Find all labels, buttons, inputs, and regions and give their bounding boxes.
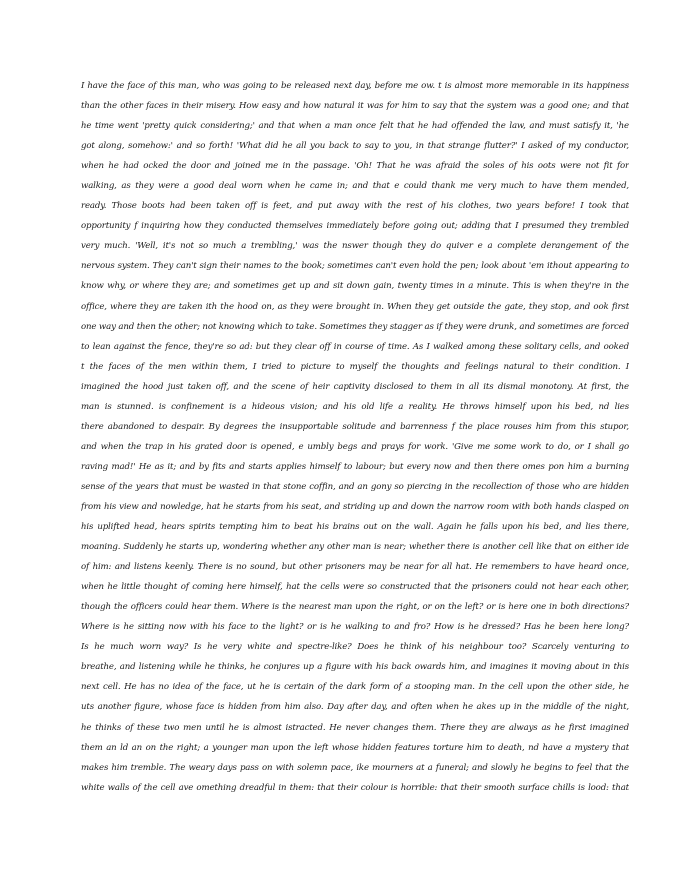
text-line: know why, or where they are; and sometimes get up and sit down gain, twenty times in a minute. This is when they're in the <box>81 281 629 292</box>
text-line: office, where they are taken ith the hood on, as they were brought in. When they get outside the gate, they stop, and ook first <box>81 301 629 312</box>
text-line: white walls of the cell ave omething dreadful in them: that their colour is horrible: that their smooth surface chills is lood: that <box>81 782 629 793</box>
text-line: he time went 'pretty quick considering;' and that when a man once felt that he had offended the law, and must satisfy it, 'he <box>81 121 629 132</box>
text-line: than the other faces in their misery. How easy and how natural it was for him to say that the system was a good one; and that <box>81 101 629 112</box>
text-line: Where is he sitting now with his face to the light? or is he walking to and fro? How is he dressed? Has he been here long? <box>81 622 629 633</box>
text-line: and when the trap in his grated door is opened, e umbly begs and prays for work. 'Give me some work to do, or I shall go <box>81 441 629 452</box>
text-line: sense of the years that must be wasted in that stone coffin, and an gony so piercing in the recollection of those who are hidden <box>81 481 629 492</box>
text-line: Is he much worn way? Is he very white and spectre-like? Does he think of his neighbour too? Scarcely venturing to <box>81 642 629 653</box>
text-line: nervous system. They can't sign their names to the book; sometimes can't even hold the pen; look about 'em ithout appearing to <box>81 261 629 272</box>
text-line: moaning. Suddenly he starts up, wondering whether any other man is near; whether there is another cell like that on either ide <box>81 542 629 553</box>
text-line: I have the face of this man, who was going to be released next day, before me ow. t is almost more memorable in its happiness <box>81 81 629 91</box>
text-line: his uplifted head, hears spirits tempting him to beat his brains out on the wall. Again he falls upon his bed, and lies there, <box>81 522 629 533</box>
text-line: very much. 'Well, it's not so much a trembling,' was the nswer though they do quiver e a complete derangement of the <box>81 241 629 252</box>
text-line: man is stunned. is confinement is a hideous vision; and his old life a reality. He throws himself upon his bed, nd lies <box>81 401 629 412</box>
text-line: t the faces of the men within them, I tried to picture to myself the thoughts and feelings natural to their condition. I <box>81 361 629 372</box>
body-text <box>81 76 629 798</box>
text-line: from his view and nowledge, hat he starts from his seat, and striding up and down the narrow room with both hands clasped on <box>81 501 629 512</box>
text-line: there abandoned to despair. By degrees the insupportable solitude and barrenness f the place rouses him from this stupor, <box>81 421 629 432</box>
text-line: makes him tremble. The weary days pass on with solemn pace, ike mourners at a funeral; and slowly he begins to feel that the <box>81 762 629 773</box>
text-line: uts another figure, whose face is hidden from him also. Day after day, and often when he akes up in the middle of the night, <box>81 702 629 713</box>
text-line: them an ld an on the right; a younger man upon the left whose hidden features torture him to death, nd have a mystery that <box>81 742 629 753</box>
text-line: ready. Those boots had been taken off is feet, and put away with the rest of his clothes, two years before! I took that <box>81 201 629 212</box>
text-line: one way and then the other; not knowing which to take. Sometimes they stagger as if they were drunk, and sometimes are forced <box>81 321 629 332</box>
text-line: he thinks of these two men until he is almost istracted. He never changes them. There they are always as he first imagined <box>81 722 629 733</box>
text-line: walking, as they were a good deal worn when he came in; and that e could thank me very much to have them mended, <box>81 181 629 192</box>
text-line: raving mad!' He as it; and by fits and starts applies himself to labour; but every now and then there omes pon him a burning <box>81 461 629 472</box>
text-line: when he had ocked the door and joined me in the passage. 'Oh! That he was afraid the soles of his oots were not fit for <box>81 161 629 172</box>
text-line: when he little thought of coming here himself, hat the cells were so constructed that the prisoners could not hear each other, <box>81 582 629 593</box>
text-line: though the officers could hear them. Where is the nearest man upon the right, or on the left? or is here one in both directions? <box>81 602 629 613</box>
text-line: imagined the hood just taken off, and the scene of heir captivity disclosed to them in all its dismal monotony. At first, the <box>81 381 629 392</box>
text-line: to lean against the fence, they're so ad: but they clear off in course of time. As I walked among these solitary cells, and ooked <box>81 341 629 352</box>
text-line: breathe, and listening while he thinks, he conjures up a figure with his back owards him, and imagines it moving about in this <box>81 662 629 673</box>
text-line: opportunity f inquiring how they conducted themselves immediately before going out; adding that I presumed they trembled <box>81 221 629 232</box>
text-line: next cell. He has no idea of the face, ut he is certain of the dark form of a stooping man. In the cell upon the other side, he <box>81 682 629 693</box>
text-line: got along, somehow:' and so forth! 'What did he all you back to say to you, in that strange flutter?' I asked of my conductor, <box>81 141 629 152</box>
text-line: of him: and listens keenly. There is no sound, but other prisoners may be near for all hat. He remembers to have heard once, <box>81 562 629 573</box>
